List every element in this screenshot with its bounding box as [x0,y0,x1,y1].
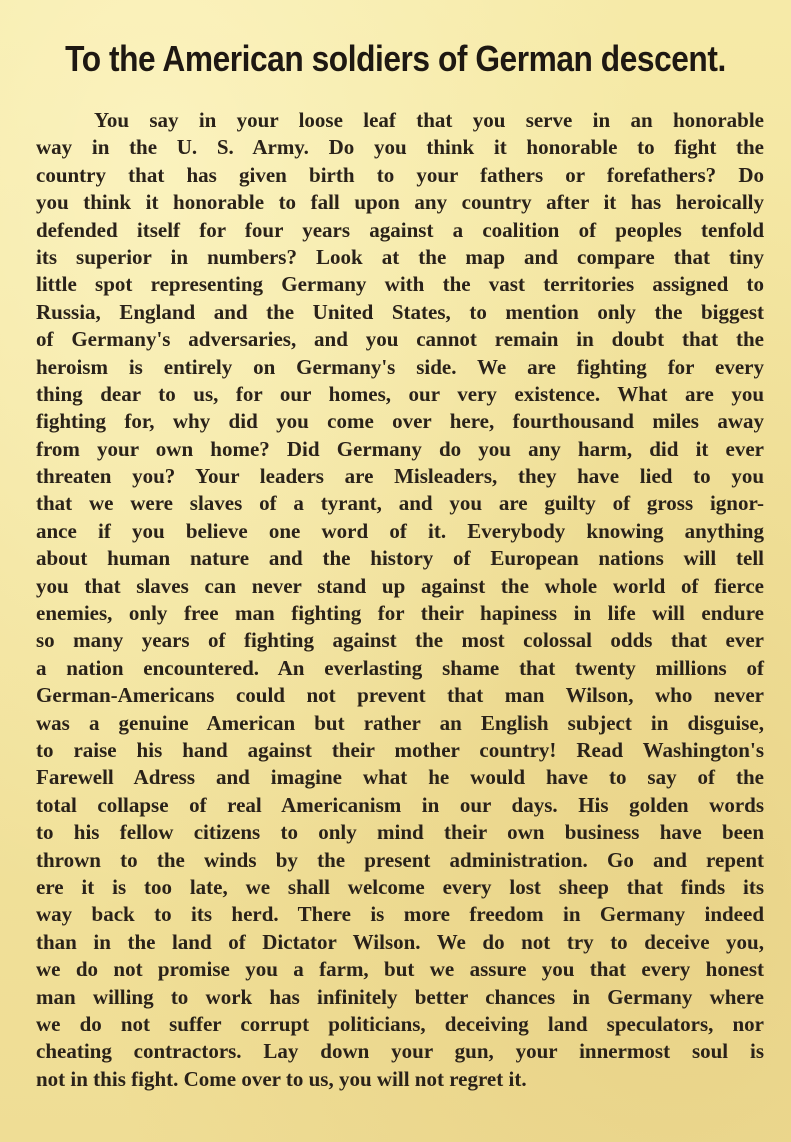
text-line: defended itself for four years against a coalition of peoples tenfold [36,217,764,242]
text-line: You say in your loose leaf that you serve in an honorable [94,108,764,132]
text-line: thrown to the winds by the present administration. Go and repent [36,847,764,872]
text-line: to his fellow citizens to only mind their own business have been [36,820,764,845]
text-line: Russia, England and the United States, to mention only the biggest [36,299,764,324]
text-line: way back to its herd. There is more freedom in Germany indeed [36,902,764,927]
leaflet-body [36,107,764,1093]
text-line: than in the land of Dictator Wilson. We do not try to deceive you, [36,929,764,954]
text-line: that we were slaves of a tyrant, and you are guilty of gross ignor- [36,491,764,516]
text-line: enemies, only free man fighting for their hapiness in life will endure [36,601,764,626]
text-line: heroism is entirely on Germany's side. We are fighting for every [36,354,764,379]
text-line: so many years of fighting against the most colossal odds that ever [36,628,764,653]
text-line: thing dear to us, for our homes, our very existence. What are you [36,381,764,406]
text-line: threaten you? Your leaders are Misleaders, they have lied to you [36,464,764,489]
text-line: cheating contractors. Lay down your gun, your innermost soul is [36,1039,764,1064]
text-line: you that slaves can never stand up against the whole world of fierce [36,573,764,598]
text-line: man willing to work has infinitely better chances in Germany where [36,984,764,1009]
text-line: little spot representing Germany with the vast territories assigned to [36,272,764,297]
text-line: you think it honorable to fall upon any country after it has heroically [36,190,764,215]
text-line: not in this fight. Come over to us, you will not regret it. [36,1066,527,1091]
text-line: fighting for, why did you come over here, fourthousand miles away [36,409,764,434]
text-line: Farewell Adress and imagine what he would have to say of the [36,765,764,790]
text-line: country that has given birth to your fathers or forefathers? Do [36,162,764,187]
text-line: ance if you believe one word of it. Everybody knowing anything [36,518,764,543]
text-line: about human nature and the history of European nations will tell [36,546,764,571]
text-line: a nation encountered. An everlasting shame that twenty millions of [36,655,764,680]
text-line: to raise his hand against their mother country! Read Washington's [36,737,764,762]
text-line: we do not suffer corrupt politicians, deceiving land speculators, nor [36,1011,764,1036]
text-line: from your own home? Did Germany do you any harm, did it ever [36,436,764,461]
text-line: was a genuine American but rather an English subject in disguise, [36,710,764,735]
text-line: way in the U. S. Army. Do you think it honorable to fight the [36,135,764,160]
text-line: ere it is too late, we shall welcome every lost sheep that finds its [36,874,764,899]
text-line: German-Americans could not prevent that man Wilson, who never [36,683,764,708]
text-line: total collapse of real Americanism in our days. His golden words [36,792,764,817]
text-line: of Germany's adversaries, and you cannot remain in doubt that the [36,327,764,352]
text-line: its superior in numbers? Look at the map and compare that tiny [36,244,764,269]
leaflet-title: To the American soldiers of German descent. [65,38,726,79]
text-line: we do not promise you a farm, but we assure you that every honest [36,957,764,982]
